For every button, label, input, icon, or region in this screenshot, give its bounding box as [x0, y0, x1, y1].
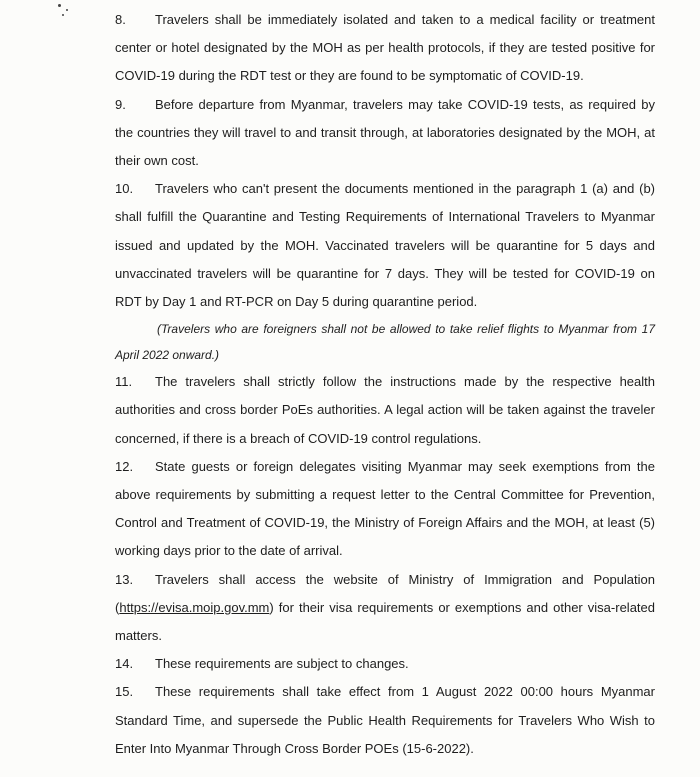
- paragraph-text: State guests or foreign delegates visiting Myanmar may seek exemptions from the above requirements by submitting a request letter to the Central Committee for Prevention, Control and Treatment of COVID-19, the Ministry of Foreign Affairs and the MOH, at least (5) working days prior to the date of arrival.: [115, 458, 655, 559]
- paragraph-number: 9.: [115, 96, 126, 112]
- paragraph-number: 10.: [115, 181, 134, 197]
- paragraph-11: [115, 368, 655, 453]
- paragraph-text: ) for their visa requirements or exemptions and other visa-related matters.: [115, 599, 655, 644]
- paragraph-number: 12.: [115, 458, 134, 474]
- paragraph-12: [115, 453, 655, 566]
- paragraph-14: [115, 650, 655, 678]
- paragraph-number: 8.: [115, 12, 126, 27]
- scan-speck: [66, 9, 68, 11]
- paragraph-text: The travelers shall strictly follow the instructions made by the respective health authorities and cross border PoEs authorities. A legal action will be taken against the traveler concerned, if there is a breach of COVID-19 control regulations.: [115, 374, 655, 446]
- scan-speck: [58, 4, 61, 7]
- paragraph-number: 13.: [115, 571, 134, 587]
- paragraph-8: [115, 6, 655, 91]
- paragraph-text: Before departure from Myanmar, travelers may take COVID-19 tests, as required by the countries they will travel to and transit through, at laboratories designated by the MOH, at their own cost.: [115, 96, 655, 169]
- paragraph-text: Travelers who can't present the documents mentioned in the paragraph 1 (a) and (b) shall fulfill the Quarantine and Testing Requirements of International Travelers to Myanmar issued and updated by the MOH. Vaccinated travelers will be quarantine for 5 days and unvaccinated travelers will be quarantine for 7 days. They will be tested for COVID-19 on RDT by Day 1 and RT-PCR on Day 5 during quarantine period.: [115, 181, 655, 310]
- paragraph-text: These requirements shall take effect from 1 August 2022 00:00 hours Myanmar Standard Time, and supersede the Public Health Requirements for Travelers Who Wish to Enter Into Myanmar Through Cross Border POEs (15-6-2022).: [115, 684, 655, 756]
- paragraph-number: 15.: [115, 684, 134, 700]
- paragraph-number: 14.: [115, 656, 134, 672]
- paragraph-text: Travelers shall access the website of Ministry of Immigration and Population (: [115, 571, 655, 615]
- scan-speck: [62, 14, 64, 16]
- paragraph-15: [115, 678, 655, 763]
- paragraph-text: These requirements are subject to changes.: [155, 656, 409, 672]
- paragraph-number: 11.: [115, 374, 133, 390]
- evisa-link[interactable]: https://evisa.moip.gov.mm: [119, 599, 270, 615]
- foreigner-note: (Travelers who are foreigners shall not be allowed to take relief flights to Myanmar from 17 April 2022 onward.): [115, 322, 655, 363]
- paragraph-9: [115, 91, 655, 176]
- paragraph-13: [115, 566, 655, 651]
- paragraph-10: [115, 175, 655, 316]
- paragraph-text: Travelers shall be immediately isolated and taken to a medical facility or treatment center or hotel designated by the MOH as per health protocols, if they are tested positive for COVID-19 during the RDT test or they are found to be symptomatic of COVID-19.: [115, 12, 655, 84]
- document-body: [115, 6, 655, 763]
